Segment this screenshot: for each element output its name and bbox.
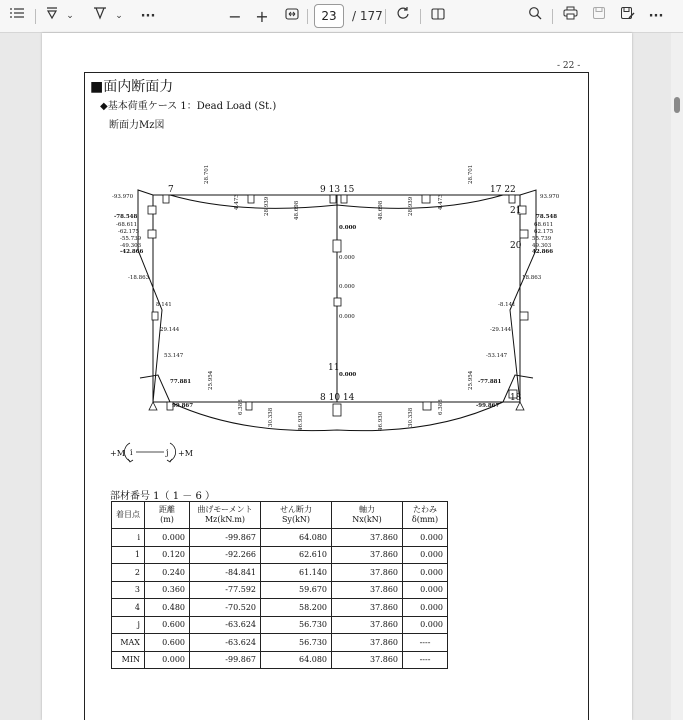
- scrollbar-thumb[interactable]: [674, 97, 680, 113]
- list-icon[interactable]: [8, 6, 26, 27]
- diagram-label: 30.338: [268, 407, 274, 427]
- table-cell: 2: [112, 564, 145, 582]
- table-cell: 37.860: [332, 634, 403, 652]
- diagram-label: 62.175: [534, 229, 554, 235]
- diagram-label: 21: [510, 206, 522, 216]
- table-row: [112, 529, 448, 547]
- diagram-label: 49.303: [532, 243, 552, 249]
- table-cell: 0.000: [403, 564, 448, 582]
- table-cell: 37.860: [332, 651, 403, 669]
- table-cell: ----: [403, 651, 448, 669]
- figure-title: 断面力Mz図: [109, 120, 165, 131]
- viewer-toolbar: [0, 0, 683, 33]
- table-cell: 56.730: [261, 616, 332, 634]
- page-label: - 22 -: [557, 61, 581, 71]
- page-number-input[interactable]: 23: [314, 4, 344, 28]
- diagram-label: 8.141: [156, 302, 172, 308]
- diagram-label: -8.141: [498, 302, 516, 308]
- diagram-label: 18.863: [522, 275, 542, 281]
- table-cell: -84.841: [190, 564, 261, 582]
- diagram-label: 6.388: [238, 399, 244, 415]
- diagram-label: 4.473: [438, 194, 444, 210]
- table-cell: 59.670: [261, 581, 332, 599]
- diagram-label: 8 10 14: [320, 393, 355, 403]
- diagram-label: +M: [178, 449, 193, 458]
- table-cell: 4: [112, 599, 145, 617]
- table-cell: -77.592: [190, 581, 261, 599]
- table-cell: -99.867: [190, 529, 261, 547]
- table-row: [112, 651, 448, 669]
- draw-icon[interactable]: [44, 6, 60, 27]
- table-cell: ----: [403, 634, 448, 652]
- table-cell: -92.266: [190, 546, 261, 564]
- diagram-label: 0.000: [339, 284, 355, 290]
- table-cell: 0.600: [145, 616, 190, 634]
- diagram-label: 11: [328, 363, 340, 373]
- diagram-label: -77.881: [478, 379, 502, 385]
- diagram-label: +M: [110, 449, 125, 458]
- diagram-label: 42.866: [532, 249, 554, 255]
- table-cell: 0.000: [403, 529, 448, 547]
- table-cell: 37.860: [332, 616, 403, 634]
- table-cell: 64.080: [261, 529, 332, 547]
- diagram-label: 48.698: [378, 200, 384, 220]
- two-page-icon[interactable]: [430, 6, 446, 27]
- diagram-label: 68.611: [534, 222, 554, 228]
- table-cell: 0.000: [403, 581, 448, 599]
- col-header: たわみ δ(mm): [403, 502, 448, 529]
- col-header: せん断力 Sy(kN): [261, 502, 332, 529]
- diagram-label: -93.970: [112, 194, 134, 200]
- table-row: [112, 599, 448, 617]
- more-icon[interactable]: ···: [140, 9, 156, 24]
- col-header: 着目点: [112, 502, 145, 529]
- diagram-label: 46.930: [298, 411, 304, 431]
- diagram-label: 93.970: [540, 194, 560, 200]
- table-cell: 58.200: [261, 599, 332, 617]
- diagram-label: -18.863: [128, 275, 150, 281]
- diagram-label: 0.000: [339, 314, 355, 320]
- diagram-label: 28.939: [408, 196, 414, 216]
- diagram-label: 46.930: [378, 411, 384, 431]
- table-cell: 3: [112, 581, 145, 599]
- diagram-label: 28.939: [264, 196, 270, 216]
- diagram-label: 0.000: [339, 255, 355, 261]
- diagram-label: 7: [168, 185, 174, 195]
- col-header: 距離 (m): [145, 502, 190, 529]
- diagram-label: 55.739: [532, 236, 552, 242]
- diagram-label: 4.473: [234, 194, 240, 210]
- table-cell: 64.080: [261, 651, 332, 669]
- diagram-label: -99.867: [476, 403, 500, 409]
- col-header: 曲げモーメント Mz(kN.m): [190, 502, 261, 529]
- table-row: [112, 564, 448, 582]
- table-cell: 0.600: [145, 634, 190, 652]
- table-cell: 0.000: [145, 651, 190, 669]
- diagram-label: j: [166, 448, 169, 457]
- diagram-label: -49.303: [120, 243, 142, 249]
- diagram-label: -62.175: [118, 229, 140, 235]
- diagram-label: 48.698: [294, 200, 300, 220]
- table-cell: 0.120: [145, 546, 190, 564]
- diagram-label: -29.144: [490, 327, 512, 333]
- table-cell: 1: [112, 546, 145, 564]
- diagram-label: 25.954: [468, 370, 474, 390]
- diagram-label: 28.701: [204, 164, 210, 184]
- diagram-label: 0.000: [339, 225, 357, 231]
- highlight-icon[interactable]: [92, 6, 108, 27]
- chevron-down-icon[interactable]: ⌄: [66, 11, 74, 21]
- diagram-label: 17 22: [490, 185, 516, 195]
- search-icon[interactable]: [527, 6, 543, 27]
- save-icon[interactable]: [591, 6, 607, 27]
- fit-width-icon[interactable]: [284, 6, 300, 27]
- table-title: 部材番号 1（ 1 － 6 ）: [110, 491, 215, 502]
- table-row: [112, 546, 448, 564]
- table-cell: i: [112, 529, 145, 547]
- section-heading: ■面内断面力: [90, 79, 174, 95]
- diagram-label: -42.866: [120, 249, 144, 255]
- vertical-scrollbar[interactable]: [671, 33, 683, 720]
- table-cell: 37.860: [332, 599, 403, 617]
- table-cell: -63.624: [190, 634, 261, 652]
- table-cell: -70.520: [190, 599, 261, 617]
- diagram-label: 28.701: [468, 164, 474, 184]
- diagram-label: 20: [510, 241, 522, 251]
- diagram-label: 53.147: [164, 353, 184, 359]
- table-cell: MIN: [112, 651, 145, 669]
- page-total: / 177: [352, 9, 383, 23]
- diagram-label: 99.867: [172, 403, 194, 409]
- diagram-label: 9 13 15: [320, 185, 355, 195]
- diagram-label: 78.548: [536, 214, 558, 220]
- diagram-label: 0.000: [339, 372, 357, 378]
- diagram-label: -55.739: [120, 236, 142, 242]
- table-cell: 0.000: [403, 546, 448, 564]
- load-case-title: ◆基本荷重ケース 1：Dead Load (St.): [100, 101, 277, 112]
- table-cell: 0.000: [145, 529, 190, 547]
- diagram-label: 30.338: [408, 407, 414, 427]
- diagram-label: i: [130, 448, 133, 457]
- table-cell: 37.860: [332, 581, 403, 599]
- diagram-label: 29.144: [160, 327, 180, 333]
- more-icon[interactable]: ···: [648, 9, 664, 24]
- table-cell: 0.360: [145, 581, 190, 599]
- table-cell: 37.860: [332, 529, 403, 547]
- zoom-out-icon[interactable]: −: [228, 7, 242, 26]
- table-cell: 0.000: [403, 599, 448, 617]
- save-as-icon[interactable]: [619, 6, 635, 27]
- table-cell: -99.867: [190, 651, 261, 669]
- diagram-label: -53.147: [486, 353, 508, 359]
- rotate-icon[interactable]: [395, 6, 411, 27]
- table-row: [112, 634, 448, 652]
- table-cell: 37.860: [332, 564, 403, 582]
- table-cell: 56.730: [261, 634, 332, 652]
- col-header: 軸力 Nx(kN): [332, 502, 403, 529]
- moment-diagram: [100, 140, 560, 470]
- diagram-label: -68.611: [116, 222, 138, 228]
- table-header-row: [112, 502, 448, 529]
- diagram-label: 18: [510, 393, 522, 403]
- zoom-in-icon[interactable]: +: [255, 7, 269, 26]
- table-row: [112, 581, 448, 599]
- diagram-label: 25.954: [208, 370, 214, 390]
- print-icon[interactable]: [562, 6, 578, 27]
- table-cell: 0.000: [403, 616, 448, 634]
- table-cell: 61.140: [261, 564, 332, 582]
- chevron-down-icon[interactable]: ⌄: [115, 11, 123, 21]
- table-cell: 37.860: [332, 546, 403, 564]
- table-cell: 0.240: [145, 564, 190, 582]
- table-cell: -63.624: [190, 616, 261, 634]
- diagram-label: 77.881: [170, 379, 192, 385]
- table-cell: 62.610: [261, 546, 332, 564]
- table-row: [112, 616, 448, 634]
- table-cell: j: [112, 616, 145, 634]
- diagram-label: -78.548: [114, 214, 138, 220]
- member-force-table: [111, 501, 448, 669]
- diagram-label: 6.388: [438, 399, 444, 415]
- table-cell: 0.480: [145, 599, 190, 617]
- table-cell: MAX: [112, 634, 145, 652]
